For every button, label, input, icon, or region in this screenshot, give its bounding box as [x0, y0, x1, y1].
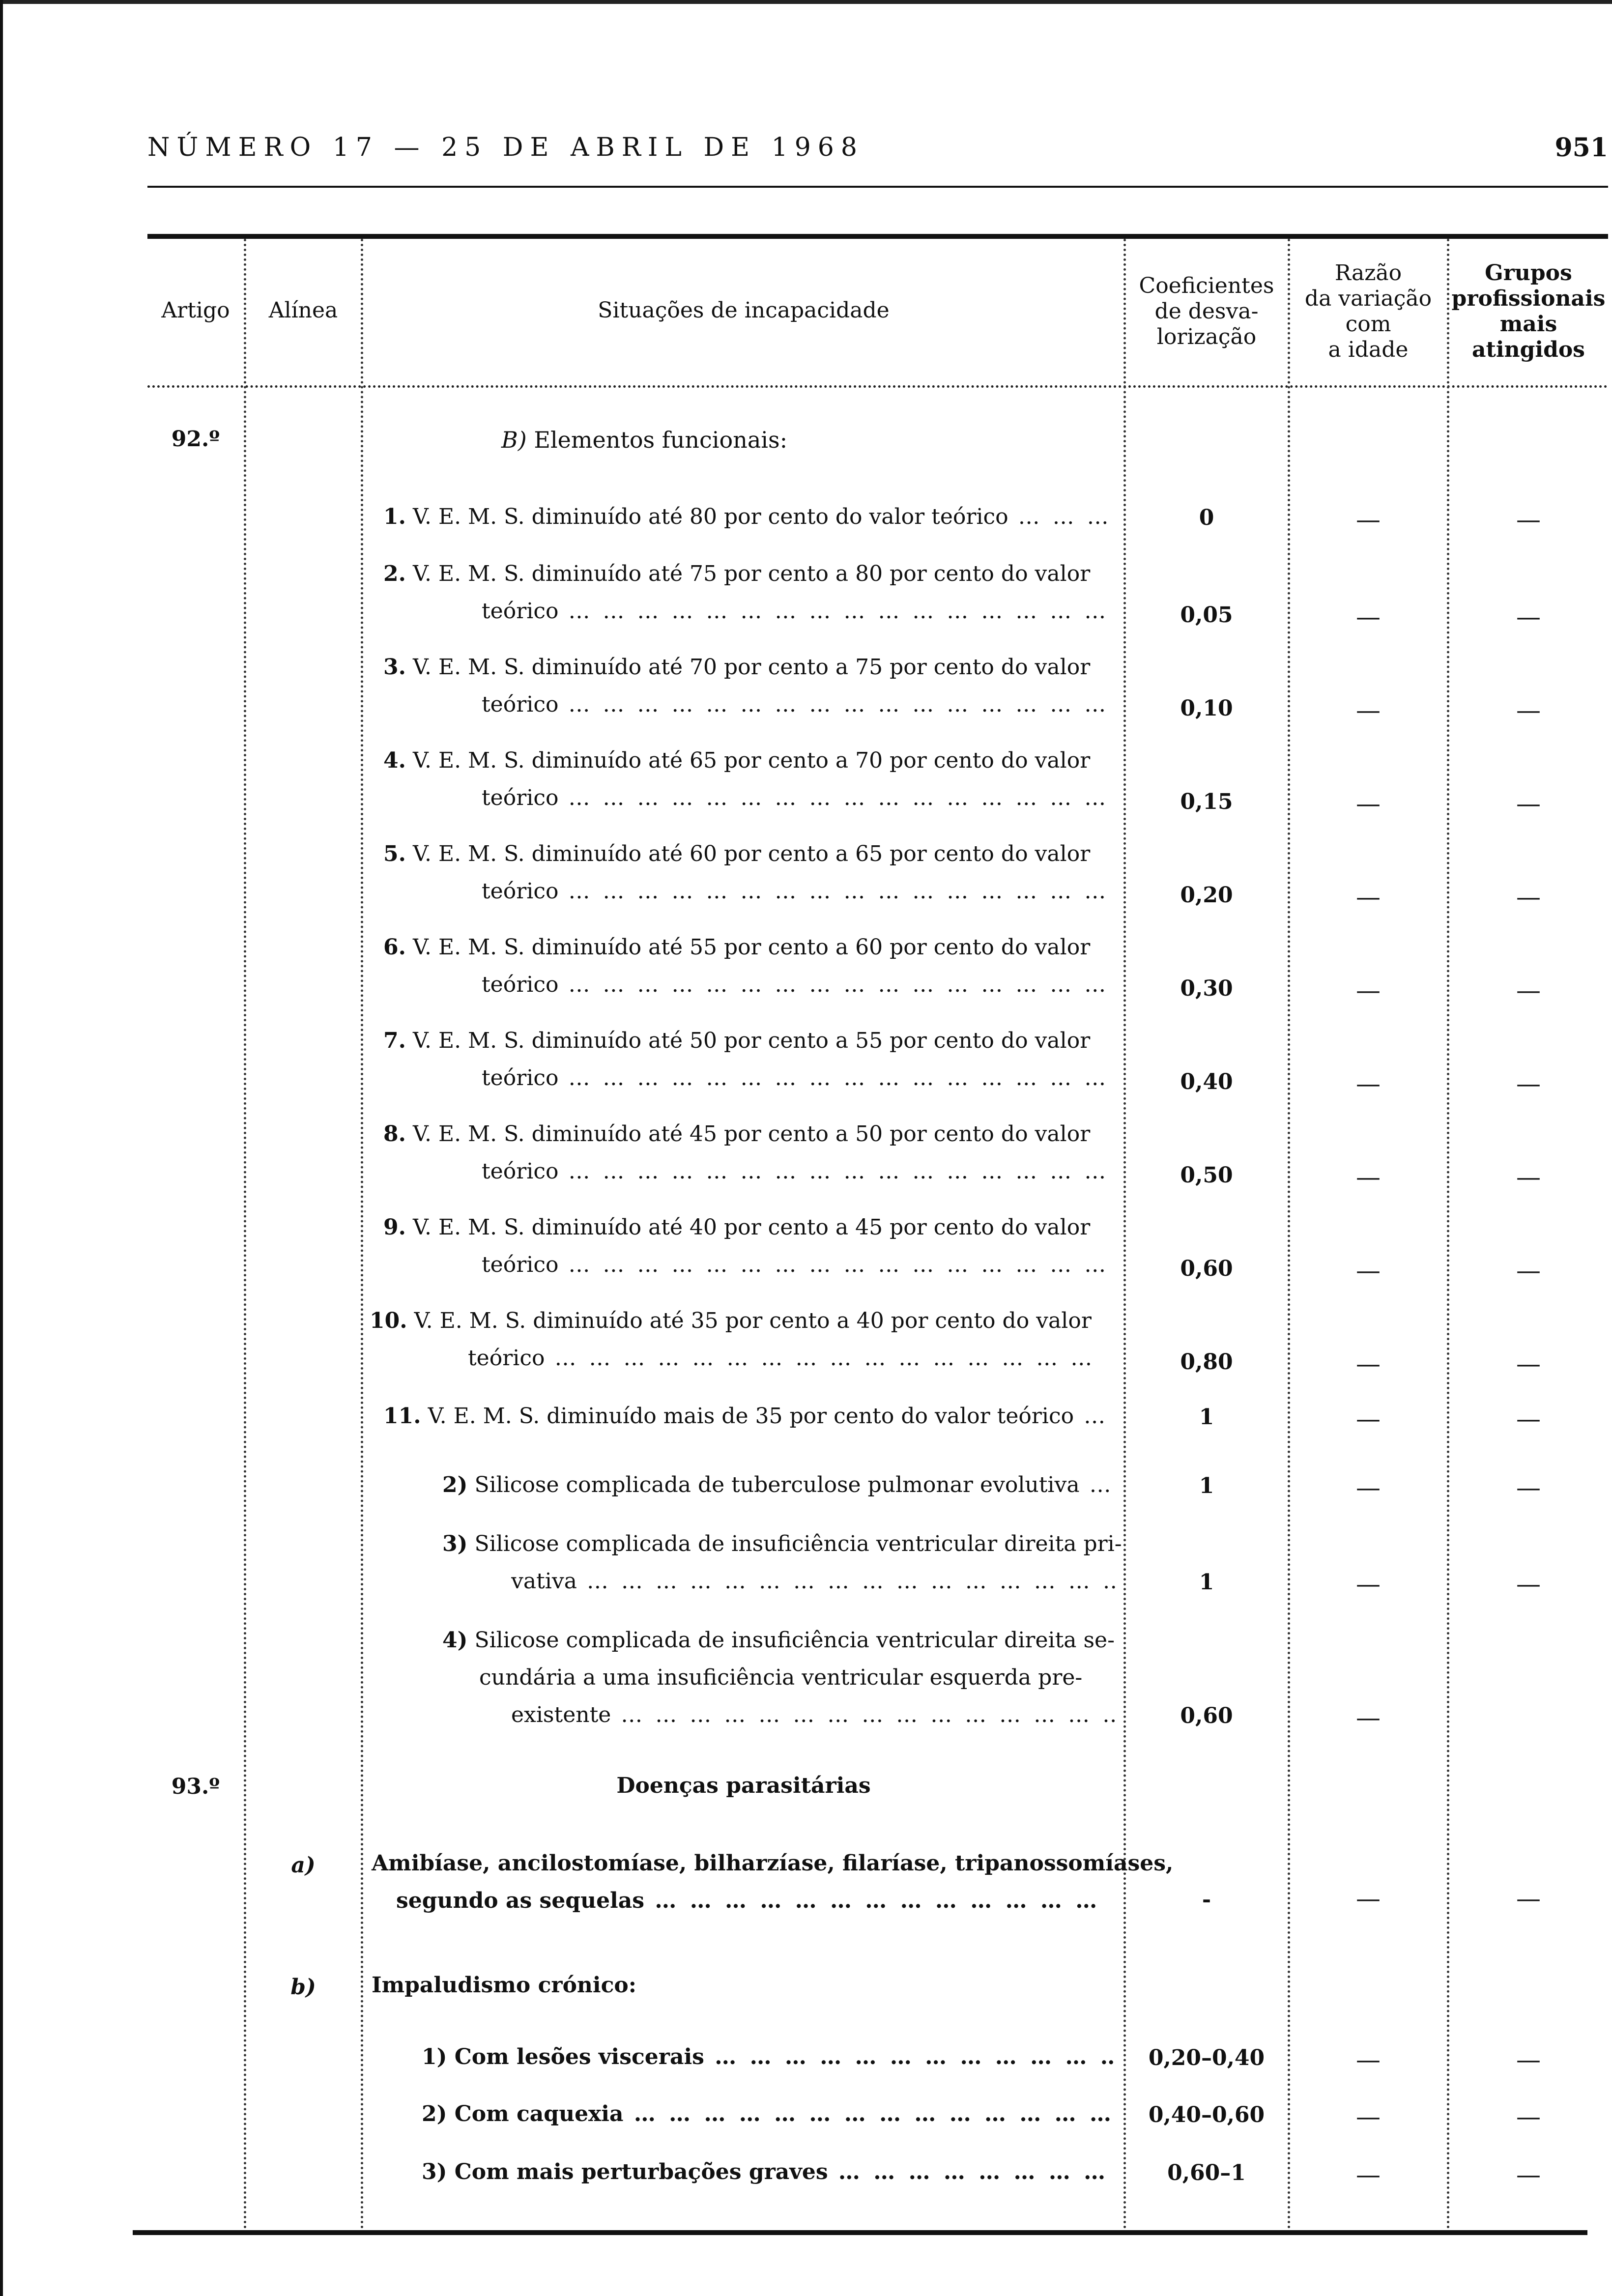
item-text-continuation: teórico … … … … … … … … … … … … … … … … … … … … … … … … [482, 966, 1116, 1004]
table-row [442, 1622, 1116, 1734]
razao-value: — [1356, 1163, 1381, 1191]
grupos-value: — [1516, 789, 1541, 818]
razao-value: — [1356, 603, 1381, 631]
coefficient-value: 1 [1199, 1570, 1214, 1595]
razao-value: — [1356, 2045, 1381, 2074]
row-text [383, 555, 1116, 593]
table-row [383, 1209, 1116, 1284]
column-header-artigo: Artigo [161, 298, 230, 323]
article-number: 92.º [171, 427, 220, 452]
section-heading [372, 1967, 1104, 2004]
column-header-situacoes: Situações de incapacidade [598, 298, 890, 323]
item-text: Com lesões viscerais [454, 2044, 704, 2069]
row-text: Impaludismo crónico: [372, 1973, 636, 1998]
grupos-value: — [1516, 1473, 1541, 1502]
item-text: vativa [511, 1569, 577, 1594]
coefficient-value: 0,50 [1180, 1163, 1233, 1188]
column-divider [244, 239, 246, 2230]
section-heading [501, 427, 787, 453]
column-header-coeficientes: Coeficientes de desva- lorização [1139, 273, 1274, 349]
item-text: Com caquexia [454, 2101, 624, 2126]
item-number: 1) [422, 2044, 447, 2069]
coefficient-value: 0,60 [1180, 1703, 1233, 1728]
item-number: 2) [422, 2101, 447, 2126]
item-text: V. E. M. S. diminuído até 60 por cento a 65 por cento do valor [412, 841, 1091, 866]
coefficient-value: 0,80 [1180, 1349, 1233, 1375]
item-text-continuation: teórico … … … … … … … … … … … … … … … … … … … … … … … … [482, 593, 1116, 630]
section-title: Elementos funcionais: [534, 427, 788, 453]
item-text: V. E. M. S. diminuído até 35 por cento a 40 por cento do valor [414, 1308, 1092, 1333]
razao-value: — [1356, 505, 1381, 534]
grupos-value: — [1516, 1069, 1541, 1098]
coefficient-value: 0,20–0,40 [1148, 2045, 1265, 2070]
item-number: 3) [442, 1531, 468, 1556]
coefficient-value: 0,60 [1180, 1256, 1233, 1281]
row-text [383, 498, 1116, 536]
row-text [383, 1116, 1116, 1153]
coefficient-value: 0,30 [1180, 976, 1233, 1001]
alinea-letter: a) [291, 1853, 316, 1878]
row-text: segundo as sequelas … … … … … … … … … … … … … … … … … … … … … … … … [396, 1882, 1104, 1920]
item-text: Com mais perturbações graves [454, 2159, 828, 2184]
razao-value: — [1356, 1884, 1381, 1913]
column-divider [1123, 239, 1126, 2230]
table-row [383, 929, 1116, 1004]
running-head [147, 133, 1608, 167]
item-text-continuation: teórico … … … … … … … … … … … … … … … … … … … … … … … … [482, 1246, 1116, 1284]
running-title: NÚMERO 17 — 25 DE ABRIL DE 1968 [147, 133, 864, 162]
item-number: 3) [422, 2159, 447, 2184]
item-text: Silicose complicada de insuficiência ventricular direita se- [474, 1628, 1115, 1653]
item-text-continuation: teórico … … … … … … … … … … … … … … … … … … … … … … … … [482, 1153, 1116, 1190]
row-text [370, 1302, 1102, 1340]
coefficient-value: - [1202, 1887, 1211, 1912]
page-top-border [0, 0, 1612, 4]
grupos-value: — [1516, 1163, 1541, 1191]
column-divider [1288, 239, 1290, 2230]
table-row [422, 2038, 1116, 2076]
razao-value: — [1356, 1069, 1381, 1098]
row-text: Amibíase, ancilostomíase, bilharzíase, filaríase, tripanossomíases, [372, 1851, 1174, 1876]
coefficient-value: 0,40–0,60 [1148, 2102, 1265, 2127]
grupos-value: — [1516, 603, 1541, 631]
grupos-value: — [1516, 1570, 1541, 1598]
item-text: V. E. M. S. diminuído até 65 por cento a 70 por cento do valor [412, 748, 1091, 773]
razao-value: — [1356, 2102, 1381, 2131]
table-row [372, 1845, 1174, 1920]
row-text [383, 835, 1116, 873]
coefficient-value: 1 [1199, 1473, 1214, 1498]
page-number: 951 [1554, 133, 1608, 163]
razao-value: — [1356, 789, 1381, 818]
item-number: 6. [383, 935, 406, 960]
column-divider [361, 239, 363, 2230]
item-text-continuation: teórico … … … … … … … … … … … … … … … … … … … … … … … … [482, 779, 1116, 817]
item-text-continuation: teórico … … … … … … … … … … … … … … … … … … … … … … … … [482, 873, 1116, 910]
item-number: 2) [442, 1472, 468, 1497]
item-text: V. E. M. S. diminuído até 75 por cento a 80 por cento do valor [412, 561, 1091, 586]
grupos-value: — [1516, 2102, 1541, 2131]
item-text: Silicose complicada de tuberculose pulmonar evolutiva [474, 1472, 1080, 1497]
coefficient-value: 0,20 [1180, 883, 1233, 908]
razao-value: — [1356, 976, 1381, 1004]
item-text: V. E. M. S. diminuído até 50 por cento a 55 por cento do valor [412, 1028, 1091, 1053]
column-divider [1447, 239, 1449, 2230]
item-text-continuation: teórico … … … … … … … … … … … … … … … … … … … … … … … … [468, 1340, 1102, 1377]
section-letter: B) [501, 427, 527, 453]
item-text: V. E. M. S. diminuído mais de 35 por cento do valor teórico [428, 1404, 1074, 1429]
item-number: 1. [383, 504, 406, 529]
coefficient-value: 0,60–1 [1167, 2160, 1246, 2185]
grupos-value: — [1516, 1349, 1541, 1378]
grupos-value: — [1516, 2045, 1541, 2074]
item-number: 2. [383, 561, 406, 586]
item-number: 4. [383, 748, 406, 773]
grupos-value: — [1516, 1256, 1541, 1285]
razao-value: — [1356, 1256, 1381, 1285]
table-row [383, 555, 1116, 630]
row-text [383, 1398, 1116, 1435]
item-number: 9. [383, 1215, 406, 1240]
table-row [383, 1022, 1116, 1097]
item-number: 11. [383, 1404, 421, 1429]
item-text: cundária a uma insuficiência ventricular esquerda pre- [479, 1665, 1083, 1690]
table-header-separator [147, 385, 1608, 388]
item-text: V. E. M. S. diminuído até 80 por cento do valor teórico [412, 504, 1008, 529]
coefficient-value: 0 [1199, 505, 1214, 530]
coefficient-value: 1 [1199, 1405, 1214, 1430]
item-text: V. E. M. S. diminuído até 70 por cento a 75 por cento do valor [412, 655, 1091, 680]
table-row [422, 2095, 1116, 2133]
coefficient-value: 0,40 [1180, 1069, 1233, 1094]
item-number: 7. [383, 1028, 406, 1053]
razao-value: — [1356, 696, 1381, 724]
coefficient-value: 0,10 [1180, 696, 1233, 721]
table-row [383, 498, 1116, 536]
table-bottom-rule [133, 2230, 1587, 2235]
item-number: 10. [370, 1308, 407, 1333]
table-row [383, 649, 1116, 723]
item-text: V. E. M. S. diminuído até 55 por cento a 60 por cento do valor [412, 935, 1091, 960]
item-number: 4) [442, 1628, 468, 1653]
table-row [442, 1525, 1122, 1600]
column-header-razao: Razão da variação com a idade [1304, 260, 1432, 362]
razao-value: — [1356, 1473, 1381, 1502]
table-row [383, 1116, 1116, 1190]
item-text-continuation: teórico … … … … … … … … … … … … … … … … … … … … … … … … [482, 686, 1116, 723]
section-heading: Doenças parasitárias [616, 1773, 871, 1798]
grupos-value: — [1516, 883, 1541, 911]
grupos-value: — [1516, 1405, 1541, 1433]
row-text [383, 1209, 1116, 1246]
column-header-grupos: Grupos profissionais mais atingidos [1451, 260, 1606, 362]
coefficient-value: 0,15 [1180, 789, 1233, 814]
table-row [383, 835, 1116, 910]
razao-value: — [1356, 1349, 1381, 1378]
item-text: V. E. M. S. diminuído até 45 por cento a 50 por cento do valor [412, 1121, 1091, 1147]
alinea-letter: b) [290, 1975, 316, 2000]
razao-value: — [1356, 2160, 1381, 2189]
grupos-value: — [1516, 1884, 1541, 1913]
row-text [383, 1022, 1116, 1060]
table-row [370, 1302, 1102, 1377]
row-text [383, 742, 1116, 779]
table-row [422, 2153, 1116, 2191]
article-number: 93.º [171, 1774, 220, 1799]
item-text: Silicose complicada de insuficiência ventricular direita pri- [474, 1531, 1122, 1556]
razao-value: — [1356, 1570, 1381, 1598]
coefficient-value: 0,05 [1180, 603, 1233, 628]
table-row [383, 742, 1116, 817]
table-top-rule [147, 234, 1608, 239]
item-number: 3. [383, 655, 406, 680]
item-text-continuation: teórico … … … … … … … … … … … … … … … … … … … … … … … … [482, 1060, 1116, 1097]
razao-value: — [1356, 883, 1381, 911]
grupos-value: — [1516, 2160, 1541, 2189]
item-text: V. E. M. S. diminuído até 40 por cento a 45 por cento do valor [412, 1215, 1091, 1240]
row-text [383, 929, 1116, 966]
grupos-value: — [1516, 505, 1541, 534]
grupos-value: — [1516, 696, 1541, 724]
table-row [383, 1398, 1116, 1435]
item-number: 8. [383, 1121, 406, 1147]
header-rule [147, 186, 1608, 188]
row-text [383, 649, 1116, 686]
table-row [442, 1466, 1116, 1504]
item-text: existente [511, 1702, 611, 1727]
page-left-border [0, 0, 3, 2296]
column-header-alinea: Alínea [268, 298, 338, 323]
grupos-value: — [1516, 976, 1541, 1004]
razao-value: — [1356, 1405, 1381, 1433]
item-number: 5. [383, 841, 406, 866]
razao-value: — [1356, 1703, 1381, 1732]
